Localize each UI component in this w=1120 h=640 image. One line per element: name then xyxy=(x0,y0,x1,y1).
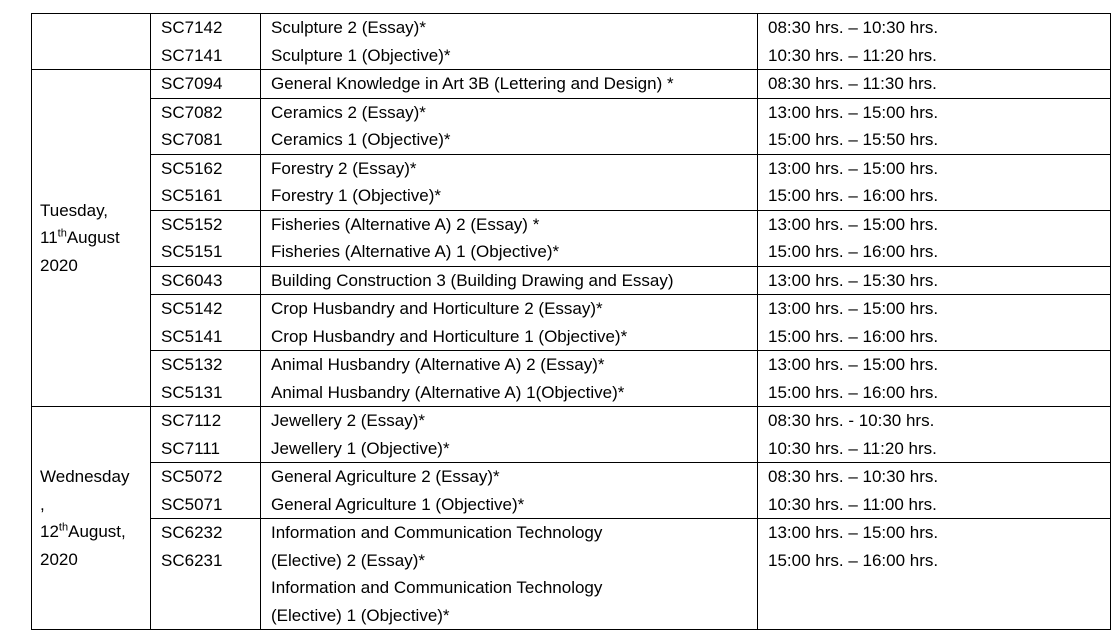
paper-code: SC7094 xyxy=(161,74,223,93)
paper-title: Animal Husbandry (Alternative A) 2 (Essay)* xyxy=(271,355,605,374)
day-cell xyxy=(32,407,151,630)
paper-title: Information and Communication Technology xyxy=(271,578,603,597)
code-cell xyxy=(151,351,261,407)
paper-time: 13:00 hrs. – 15:00 hrs. xyxy=(768,158,939,178)
table-row xyxy=(32,210,1111,266)
paper-title: Sculpture 1 (Objective)* xyxy=(271,45,451,65)
paper-time: 15:00 hrs. – 16:00 hrs. xyxy=(768,550,939,570)
paper-time: 15:00 hrs. – 16:00 hrs. xyxy=(768,326,939,346)
paper-time: 15:00 hrs. – 16:00 hrs. xyxy=(768,382,939,402)
paper-code: SC5132 xyxy=(161,355,223,374)
paper-code: SC7082 xyxy=(161,102,223,122)
paper-code: SC5161 xyxy=(161,186,223,205)
paper-title: (Elective) 2 (Essay)* xyxy=(271,550,425,570)
table-row xyxy=(32,295,1111,351)
paper-code: SC7112 xyxy=(161,411,222,430)
day-text: 12 xyxy=(40,522,59,541)
paper-code: SC7081 xyxy=(161,130,223,149)
paper-code: SC6231 xyxy=(161,550,223,570)
code-cell xyxy=(151,295,261,351)
paper-title: Ceramics 1 (Objective)* xyxy=(271,130,451,149)
code-cell xyxy=(151,519,261,630)
day-line xyxy=(40,518,150,546)
paper-title: General Agriculture 1 (Objective)* xyxy=(271,494,525,514)
time-cell xyxy=(758,14,1111,70)
subject-cell xyxy=(261,210,758,266)
paper-time: 13:00 hrs. – 15:00 hrs. xyxy=(768,355,939,374)
day-ordinal-suffix: th xyxy=(58,521,69,534)
paper-time: 10:30 hrs. – 11:00 hrs. xyxy=(768,494,937,514)
paper-time: 13:00 hrs. – 15:30 hrs. xyxy=(768,270,939,290)
paper-code: SC7142 xyxy=(161,18,223,37)
subject-cell xyxy=(261,351,758,407)
paper-code: SC5162 xyxy=(161,158,223,178)
day-text: Wednesday xyxy=(40,467,130,486)
day-cell xyxy=(32,14,151,70)
paper-title: Animal Husbandry (Alternative A) 1(Objective)* xyxy=(271,382,625,402)
day-line xyxy=(40,491,150,519)
table-row xyxy=(32,266,1111,295)
code-cell xyxy=(151,210,261,266)
time-cell xyxy=(758,519,1111,630)
day-text: 2020 xyxy=(40,255,78,275)
time-cell xyxy=(758,463,1111,519)
subject-cell xyxy=(261,519,758,630)
paper-time: 10:30 hrs. – 11:20 hrs. xyxy=(768,438,937,458)
paper-time: 13:00 hrs. – 15:00 hrs. xyxy=(768,523,939,542)
subject-cell xyxy=(261,98,758,154)
day-line xyxy=(40,224,150,252)
paper-title: Fisheries (Alternative A) 1 (Objective)* xyxy=(271,242,560,261)
subject-cell xyxy=(261,295,758,351)
code-cell xyxy=(151,407,261,463)
time-cell xyxy=(758,70,1111,99)
paper-time: 10:30 hrs. – 11:20 hrs. xyxy=(768,45,937,65)
exam-timetable xyxy=(31,13,1111,630)
day-text: 2020 xyxy=(40,549,78,569)
paper-time: 15:00 hrs. – 16:00 hrs. xyxy=(768,242,939,261)
paper-title: Crop Husbandry and Horticulture 1 (Objective)* xyxy=(271,326,628,346)
paper-time: 08:30 hrs. – 10:30 hrs. xyxy=(768,18,939,37)
paper-title: Ceramics 2 (Essay)* xyxy=(271,102,426,122)
paper-title: Crop Husbandry and Horticulture 2 (Essay)* xyxy=(271,299,603,318)
subject-cell xyxy=(261,154,758,210)
paper-code: SC5131 xyxy=(161,382,223,402)
paper-code: SC5152 xyxy=(161,214,223,234)
time-cell xyxy=(758,98,1111,154)
day-text: , xyxy=(40,494,45,514)
paper-title: Sculpture 2 (Essay)* xyxy=(271,18,426,37)
paper-title: (Elective) 1 (Objective)* xyxy=(271,605,450,625)
code-cell xyxy=(151,154,261,210)
paper-title: Fisheries (Alternative A) 2 (Essay) * xyxy=(271,214,540,234)
code-cell xyxy=(151,70,261,99)
paper-time: 13:00 hrs. – 15:00 hrs. xyxy=(768,214,939,234)
table-row xyxy=(32,407,1111,463)
table-row xyxy=(32,519,1111,630)
table-row xyxy=(32,14,1111,70)
paper-time: 08:30 hrs. - 10:30 hrs. xyxy=(768,411,935,430)
subject-cell xyxy=(261,70,758,99)
code-cell xyxy=(151,266,261,295)
paper-time: 15:00 hrs. – 16:00 hrs. xyxy=(768,186,939,205)
day-month: August xyxy=(66,228,120,248)
day-month: August, xyxy=(68,522,126,541)
paper-code: SC5141 xyxy=(161,326,223,346)
paper-code: SC6043 xyxy=(161,270,223,290)
paper-title: Forestry 2 (Essay)* xyxy=(271,158,417,178)
table-row xyxy=(32,98,1111,154)
table-row xyxy=(32,154,1111,210)
time-cell xyxy=(758,351,1111,407)
day-line xyxy=(40,197,150,225)
paper-code: SC7111 xyxy=(161,438,220,458)
day-line xyxy=(40,252,150,280)
subject-cell xyxy=(261,14,758,70)
table-row xyxy=(32,70,1111,99)
paper-title: Information and Communication Technology xyxy=(271,523,603,542)
time-cell xyxy=(758,210,1111,266)
code-cell xyxy=(151,463,261,519)
subject-cell xyxy=(261,407,758,463)
time-cell xyxy=(758,266,1111,295)
paper-code: SC5071 xyxy=(161,494,223,514)
paper-title: General Knowledge in Art 3B (Lettering and Design) * xyxy=(271,74,674,93)
day-text: 11 xyxy=(40,228,58,248)
paper-title: General Agriculture 2 (Essay)* xyxy=(271,467,500,486)
paper-time: 13:00 hrs. – 15:00 hrs. xyxy=(768,102,939,122)
paper-title: Jewellery 2 (Essay)* xyxy=(271,411,425,430)
paper-time: 08:30 hrs. – 11:30 hrs. xyxy=(768,74,937,93)
paper-code: SC5151 xyxy=(161,242,223,261)
day-line xyxy=(40,463,150,491)
time-cell xyxy=(758,295,1111,351)
paper-code: SC7141 xyxy=(161,45,223,65)
paper-time: 08:30 hrs. – 10:30 hrs. xyxy=(768,467,939,486)
table-row xyxy=(32,351,1111,407)
day-cell xyxy=(32,70,151,407)
paper-time: 13:00 hrs. – 15:00 hrs. xyxy=(768,299,939,318)
paper-code: SC5072 xyxy=(161,467,223,486)
paper-title: Forestry 1 (Objective)* xyxy=(271,186,442,205)
day-ordinal-suffix: th xyxy=(57,227,67,240)
paper-time: 15:00 hrs. – 15:50 hrs. xyxy=(768,130,939,149)
code-cell xyxy=(151,14,261,70)
day-line xyxy=(40,546,150,574)
paper-title: Building Construction 3 (Building Drawing and Essay) xyxy=(271,270,674,290)
paper-code: SC5142 xyxy=(161,299,223,318)
time-cell xyxy=(758,407,1111,463)
paper-code: SC6232 xyxy=(161,523,223,542)
paper-title: Jewellery 1 (Objective)* xyxy=(271,438,450,458)
day-text: Tuesday, xyxy=(40,200,109,220)
code-cell xyxy=(151,98,261,154)
subject-cell xyxy=(261,463,758,519)
subject-cell xyxy=(261,266,758,295)
table-row xyxy=(32,463,1111,519)
timetable-body xyxy=(32,14,1111,630)
time-cell xyxy=(758,154,1111,210)
